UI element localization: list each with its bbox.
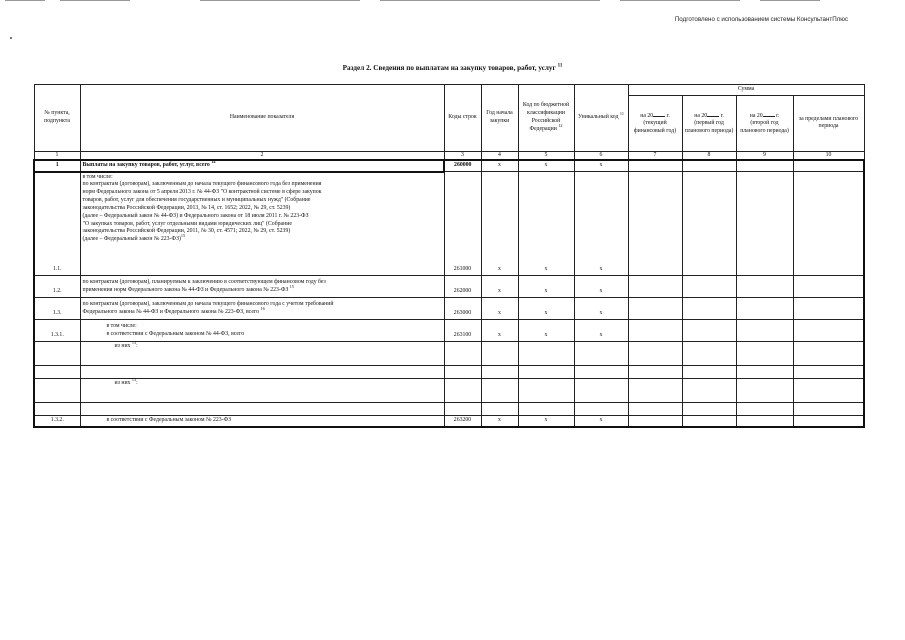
budget-code-cell: x — [518, 276, 574, 298]
unique-code-cell: x — [574, 276, 628, 298]
sum-cell — [628, 172, 682, 276]
budget-code-cell — [518, 342, 574, 366]
consultant-note: Подготовлено с использованием системы КонсультантПлюс — [674, 16, 848, 23]
row-code — [444, 403, 481, 416]
scan-top-edge — [0, 0, 905, 2]
year-cell: x — [481, 276, 518, 298]
sum-cell — [682, 379, 736, 403]
sum-cell — [793, 416, 864, 427]
sum-cell — [793, 160, 864, 172]
sum-cell — [736, 160, 793, 172]
sum-cell — [736, 276, 793, 298]
header-col10: за пределами планового периода — [793, 95, 864, 151]
column-number: 1 — [34, 151, 80, 160]
item-no: 1.3.1. — [34, 320, 80, 342]
budget-code-cell — [518, 379, 574, 403]
sum-cell — [628, 416, 682, 427]
table-row — [34, 298, 864, 320]
column-number: 9 — [736, 151, 793, 160]
sum-cell — [628, 342, 682, 366]
row-code — [444, 379, 481, 403]
sum-cell — [793, 366, 864, 379]
budget-code-cell: x — [518, 160, 574, 172]
header-row-code: Коды строк — [444, 85, 481, 152]
row-name: в том числе: по контрактам (договорам), заключенным до начала текущего финансового года без применения норм Федерального закона от 5 апреля 2013 г. № 44-ФЗ "О контрактной системе в сфере закупок товаров, работ, услуг для обеспечения государственных и муниципальных нужд" (Собрание законодательства Российской Федерации, 2013, № 14, ст. 1652; 2022, № 29, ст. 5239) (далее – Федеральный закон № 44-ФЗ) и Федерального закона от 18 июля 2011 г. № 223-ФЗ "О закупках товаров, работ, услуг отдельными видами юридических лиц" (Собрание законодательства Российской Федерации, 2011, № 30, ст. 4571; 2022, № 29, ст. 5239) (далее – Федеральный закон № 223-ФЗ)$^{15}$ — [80, 172, 444, 276]
year-cell — [481, 366, 518, 379]
sum-cell — [628, 160, 682, 172]
row-name: Выплаты на закупку товаров, работ, услуг, всего $^{14}$ — [80, 160, 444, 172]
sum-cell — [736, 379, 793, 403]
unique-code-cell — [574, 366, 628, 379]
table-row — [34, 160, 864, 172]
table-row — [34, 379, 864, 403]
row-code: 263100 — [444, 320, 481, 342]
header-item-no: № пункта, подпункта — [34, 85, 80, 152]
item-no: 1.3. — [34, 298, 80, 320]
budget-code-cell: x — [518, 320, 574, 342]
sum-cell — [628, 403, 682, 416]
scan-speck — [10, 37, 12, 39]
sum-cell — [793, 298, 864, 320]
budget-code-cell: x — [518, 172, 574, 276]
unique-code-cell — [574, 342, 628, 366]
item-no — [34, 403, 80, 416]
row-code: 263200 — [444, 416, 481, 427]
year-cell — [481, 342, 518, 366]
item-no: 1.1. — [34, 172, 80, 276]
unique-code-cell — [574, 403, 628, 416]
row-name: из них $^{13}$: — [80, 342, 444, 366]
unique-code-cell: x — [574, 160, 628, 172]
item-no: 1.3.2. — [34, 416, 80, 427]
section-title: Раздел 2. Сведения по выплатам на закупку товаров, работ, услуг $^{11}$ — [342, 63, 563, 72]
column-number: 4 — [481, 151, 518, 160]
row-code: 261000 — [444, 172, 481, 276]
row-code — [444, 366, 481, 379]
unique-code-cell: x — [574, 298, 628, 320]
column-number: 3 — [444, 151, 481, 160]
row-name: в том числе: в соответствии с Федеральным законом № 44-ФЗ, всего — [80, 320, 444, 342]
sum-cell — [682, 366, 736, 379]
row-code: 263000 — [444, 298, 481, 320]
sum-cell — [736, 172, 793, 276]
sum-cell — [736, 366, 793, 379]
sum-cell — [628, 320, 682, 342]
table-row — [34, 342, 864, 366]
item-no — [34, 366, 80, 379]
sum-cell — [682, 276, 736, 298]
sum-cell — [736, 320, 793, 342]
row-name: из них $^{13}$: — [80, 379, 444, 403]
column-number: 7 — [628, 151, 682, 160]
year-cell: x — [481, 416, 518, 427]
table-row — [34, 403, 864, 416]
unique-code-cell — [574, 379, 628, 403]
year-cell: x — [481, 298, 518, 320]
header-year-start: Год начала закупки — [481, 85, 518, 152]
table-row — [34, 366, 864, 379]
header-col9: на 20 г. (второй год планового периода) — [736, 95, 793, 151]
payments-table — [33, 84, 865, 428]
sum-cell — [736, 298, 793, 320]
sum-cell — [736, 416, 793, 427]
table-row — [34, 416, 864, 427]
sum-cell — [682, 172, 736, 276]
row-code: 260000 — [444, 160, 481, 172]
sum-cell — [682, 403, 736, 416]
unique-code-cell: x — [574, 172, 628, 276]
row-code: 262000 — [444, 276, 481, 298]
header-budget-code: Код по бюджетной классификации Российской Федерации $^{12}$ — [518, 85, 574, 152]
header-unique-code: Уникальный код $^{11}$ — [574, 85, 628, 152]
column-number: 2 — [80, 151, 444, 160]
year-cell: x — [481, 320, 518, 342]
row-name: в соответствии с Федеральным законом № 223-ФЗ — [80, 416, 444, 427]
sum-cell — [628, 366, 682, 379]
sum-cell — [793, 379, 864, 403]
sum-cell — [682, 160, 736, 172]
column-number: 10 — [793, 151, 864, 160]
year-cell — [481, 403, 518, 416]
table-row — [34, 276, 864, 298]
unique-code-cell: x — [574, 416, 628, 427]
sum-cell — [628, 298, 682, 320]
sum-cell — [736, 403, 793, 416]
sum-cell — [682, 320, 736, 342]
row-code — [444, 342, 481, 366]
column-numbers-row — [34, 151, 864, 160]
sum-cell — [682, 342, 736, 366]
budget-code-cell: x — [518, 298, 574, 320]
item-no: 1.2. — [34, 276, 80, 298]
row-name: по контрактам (договорам), заключенным до начала текущего финансового года с учетом требований Федерального закона № 44-ФЗ и Федерального закона № 223-ФЗ, всего $^{16}$ — [80, 298, 444, 320]
year-cell: x — [481, 160, 518, 172]
header-sum: Сумма — [628, 85, 864, 96]
column-number: 8 — [682, 151, 736, 160]
budget-code-cell — [518, 366, 574, 379]
sum-cell — [793, 172, 864, 276]
item-no — [34, 379, 80, 403]
sum-cell — [628, 379, 682, 403]
header-col8: на 20 г. (первый год планового периода) — [682, 95, 736, 151]
sum-cell — [793, 276, 864, 298]
row-name — [80, 403, 444, 416]
sum-cell — [793, 320, 864, 342]
column-number: 6 — [574, 151, 628, 160]
budget-code-cell — [518, 403, 574, 416]
item-no — [34, 342, 80, 366]
sum-cell — [628, 276, 682, 298]
header-indicator: Наименование показателя — [80, 85, 444, 152]
header-col7: на 20 г. (текущий финансовый год) — [628, 95, 682, 151]
sum-cell — [682, 298, 736, 320]
row-name: по контрактам (договорам), планируемым к заключению в соответствующем финансовом году без применения норм Федерального закона № 44-ФЗ и Федерального закона № 223-ФЗ $^{15}$ — [80, 276, 444, 298]
table-row — [34, 320, 864, 342]
sum-cell — [682, 416, 736, 427]
year-cell — [481, 379, 518, 403]
sum-cell — [793, 403, 864, 416]
budget-code-cell: x — [518, 416, 574, 427]
unique-code-cell: x — [574, 320, 628, 342]
table-row — [34, 172, 864, 276]
sum-cell — [736, 342, 793, 366]
item-no: 1 — [34, 160, 80, 172]
year-cell: x — [481, 172, 518, 276]
column-number: 5 — [518, 151, 574, 160]
sum-cell — [793, 342, 864, 366]
